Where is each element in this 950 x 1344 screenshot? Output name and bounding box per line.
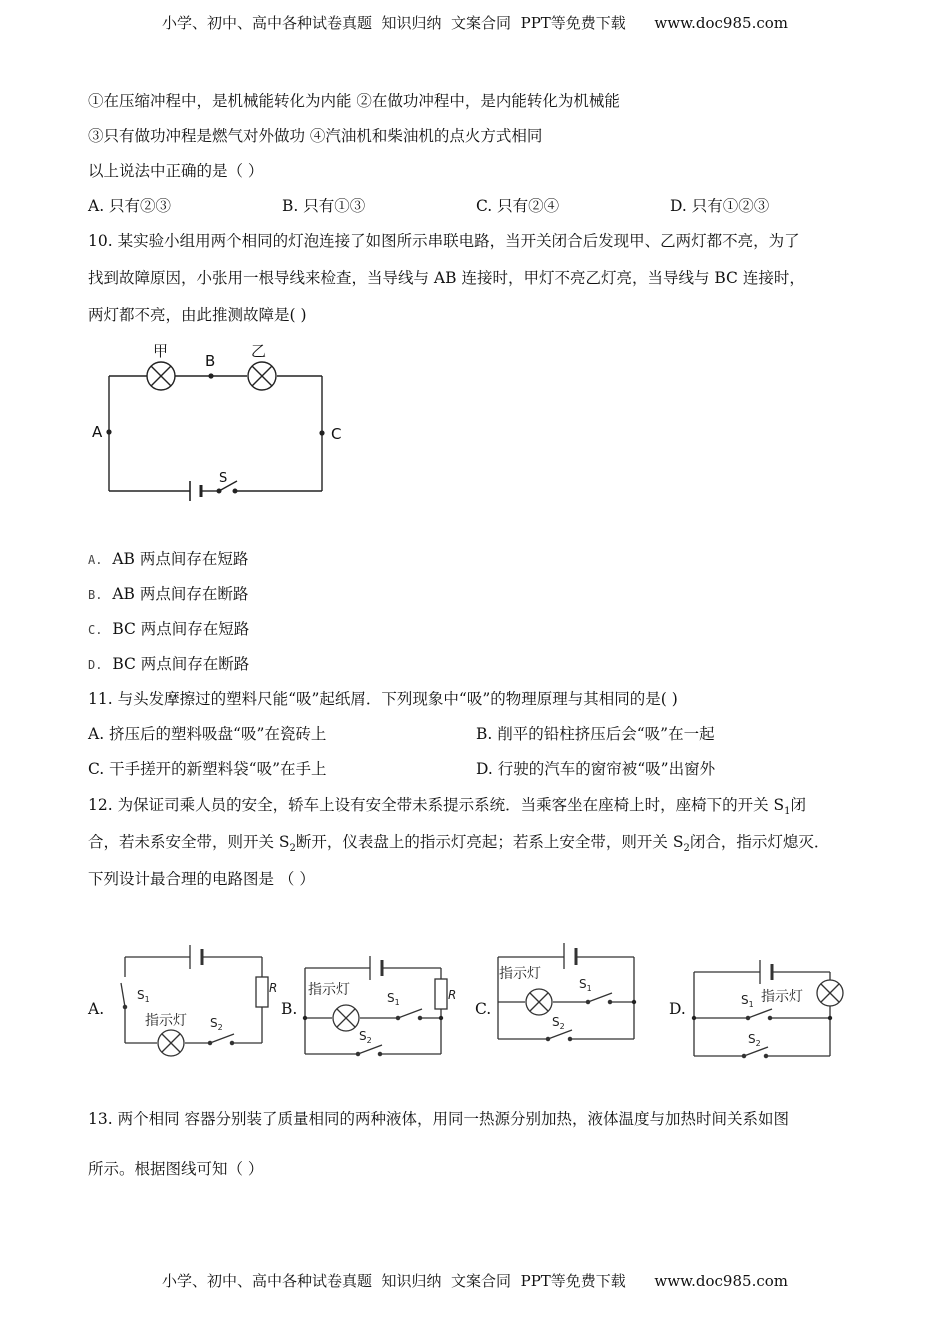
s1-label: $S_1$ bbox=[579, 977, 592, 993]
q10-option-b-text: AB 两点间存在断路 bbox=[112, 585, 249, 603]
lamp-label: 指示灯 bbox=[761, 989, 803, 1005]
q9-option-d: D. 只有①②③ bbox=[670, 197, 770, 215]
q12-circuit-d bbox=[688, 952, 848, 1067]
resistor-r-icon bbox=[435, 979, 447, 1009]
q12-stem-1b: 闭 bbox=[790, 796, 807, 814]
indicator-lamp-icon bbox=[817, 980, 843, 1006]
q13-stem-1: 13. 两个相同 容器分别装了质量相同的两种液体，用同一热源分别加热，液体温度与加热时间关系如图 bbox=[88, 1110, 790, 1128]
q11-option-b: B. 削平的铅柱挤压后会“吸”在一起 bbox=[476, 725, 715, 743]
q10-circuit-diagram bbox=[85, 335, 355, 510]
battery-icon bbox=[760, 960, 772, 984]
battery-icon bbox=[190, 481, 201, 501]
q12-circuit-a bbox=[110, 935, 278, 1065]
switch-s1-icon bbox=[746, 1009, 772, 1020]
q12-fig-d-label: D. bbox=[669, 1000, 686, 1018]
q10-option-c-text: BC 两点间存在短路 bbox=[112, 620, 250, 638]
switch-s2-icon bbox=[742, 1047, 768, 1058]
q12-sub-3: 2 bbox=[683, 843, 690, 855]
s1-label: $S_1$ bbox=[741, 993, 754, 1009]
point-c-label: C bbox=[331, 425, 342, 443]
q12-circuit-c bbox=[492, 935, 642, 1050]
q10-option-c-letter: C. bbox=[88, 623, 103, 637]
r-label: R bbox=[269, 981, 278, 995]
q9-option-b: B. 只有①③ bbox=[282, 197, 366, 215]
indicator-lamp-icon bbox=[333, 1005, 359, 1031]
switch-s1-icon bbox=[396, 1009, 422, 1020]
point-b-label: B bbox=[205, 352, 216, 370]
q10-option-c bbox=[88, 619, 249, 640]
switch-s2-icon bbox=[208, 1034, 234, 1045]
q9-prompt: 以上说法中正确的是（ ） bbox=[88, 162, 264, 180]
q12-stem-1a: 12. 为保证司乘人员的安全，轿车上设有安全带未系提示系统．当乘客坐在座椅上时，座椅下的开关 S bbox=[88, 796, 785, 814]
lamp-jia-icon bbox=[147, 362, 175, 390]
q12-fig-b-label: B. bbox=[281, 1000, 298, 1018]
q12-fig-a-label: A. bbox=[88, 1000, 105, 1018]
q12-stem-3: 下列设计最合理的电路图是 （ ） bbox=[88, 870, 315, 888]
page-footer: 小学、初中、高中各种试卷真题 知识归纳 文案合同 PPT等免费下载 www.doc985.com bbox=[161, 1272, 788, 1290]
resistor-r-icon bbox=[256, 977, 268, 1007]
lamp-yi-label: 乙 bbox=[251, 342, 267, 360]
q10-option-a bbox=[88, 549, 248, 570]
q9-option-c: C. 只有②④ bbox=[476, 197, 560, 215]
q9-statement-1: ①在压缩冲程中，是机械能转化为内能 ②在做功冲程中，是内能转化为机械能 bbox=[88, 92, 620, 110]
battery-icon bbox=[190, 945, 202, 969]
switch-s-label: S bbox=[219, 471, 228, 486]
q10-option-d-letter: D. bbox=[88, 658, 103, 672]
indicator-lamp-icon bbox=[526, 989, 552, 1015]
q11-stem: 11. 与头发摩擦过的塑料尺能“吸”起纸屑．下列现象中“吸”的物理原理与其相同的是( ) bbox=[88, 690, 678, 708]
battery-icon bbox=[370, 956, 382, 980]
lamp-label: 指示灯 bbox=[145, 1013, 187, 1029]
q12-sub-1: 1 bbox=[784, 806, 791, 818]
q10-option-d-text: BC 两点间存在断路 bbox=[112, 655, 250, 673]
q10-option-b-letter: B. bbox=[88, 588, 103, 602]
switch-s1-icon bbox=[121, 983, 127, 1009]
switch-s1-icon bbox=[586, 993, 612, 1004]
q12-fig-c-label: C. bbox=[475, 1000, 492, 1018]
q11-option-d: D. 行驶的汽车的窗帘被“吸”出窗外 bbox=[476, 760, 716, 778]
q13-stem-2: 所示。根据图线可知（ ） bbox=[88, 1160, 264, 1178]
q9-option-a: A. 只有②③ bbox=[88, 197, 172, 215]
s2-label: $S_2$ bbox=[552, 1015, 565, 1031]
lamp-jia-label: 甲 bbox=[153, 342, 169, 360]
switch-s2-icon bbox=[546, 1030, 572, 1041]
q12-stem-2a: 合，若未系安全带，则开关 S bbox=[88, 833, 290, 851]
s2-label: $S_2$ bbox=[359, 1029, 372, 1045]
s2-label: $S_2$ bbox=[210, 1016, 223, 1032]
s2-label: $S_2$ bbox=[748, 1032, 761, 1048]
q9-statement-2: ③只有做功冲程是燃气对外做功 ④汽油机和柴油机的点火方式相同 bbox=[88, 127, 543, 145]
q12-stem-2b: 断开，仪表盘上的指示灯亮起；若系上安全带，则开关 S bbox=[295, 833, 684, 851]
q10-option-a-text: AB 两点间存在短路 bbox=[112, 550, 249, 568]
q10-option-d bbox=[88, 654, 249, 675]
q10-stem-2: 找到故障原因，小张用一根导线来检查，当导线与 AB 连接时，甲灯不亮乙灯亮，当导线与 BC 连接时， bbox=[88, 269, 805, 287]
s1-label: $S_1$ bbox=[387, 991, 400, 1007]
battery-icon bbox=[564, 943, 576, 969]
q10-option-a-letter: A. bbox=[88, 553, 103, 567]
q11-option-a: A. 挤压后的塑料吸盘“吸”在瓷砖上 bbox=[88, 725, 327, 743]
q12-stem-2c: 闭合，指示灯熄灭． bbox=[689, 833, 830, 851]
r-label: R bbox=[448, 988, 457, 1002]
point-a-label: A bbox=[92, 423, 103, 441]
switch-s2-icon bbox=[356, 1045, 382, 1056]
q12-circuit-b bbox=[300, 948, 470, 1068]
lamp-label: 指示灯 bbox=[308, 982, 350, 998]
q10-stem-1: 10. 某实验小组用两个相同的灯泡连接了如图所示串联电路，当开关闭合后发现甲、乙两灯都不亮，为了 bbox=[88, 232, 800, 250]
indicator-lamp-icon bbox=[158, 1030, 184, 1056]
lamp-yi-icon bbox=[248, 362, 276, 390]
lamp-label: 指示灯 bbox=[499, 966, 541, 982]
q10-stem-3: 两灯都不亮，由此推测故障是( ) bbox=[88, 306, 307, 324]
s1-label: $S_1$ bbox=[137, 988, 150, 1004]
q12-stem-1 bbox=[88, 795, 806, 822]
q10-option-b bbox=[88, 584, 248, 605]
q12-stem-2 bbox=[88, 832, 829, 859]
page-header: 小学、初中、高中各种试卷真题 知识归纳 文案合同 PPT等免费下载 www.doc985.com bbox=[161, 14, 788, 32]
q12-sub-2: 2 bbox=[289, 843, 296, 855]
q11-option-c: C. 干手搓开的新塑料袋“吸”在手上 bbox=[88, 760, 327, 778]
